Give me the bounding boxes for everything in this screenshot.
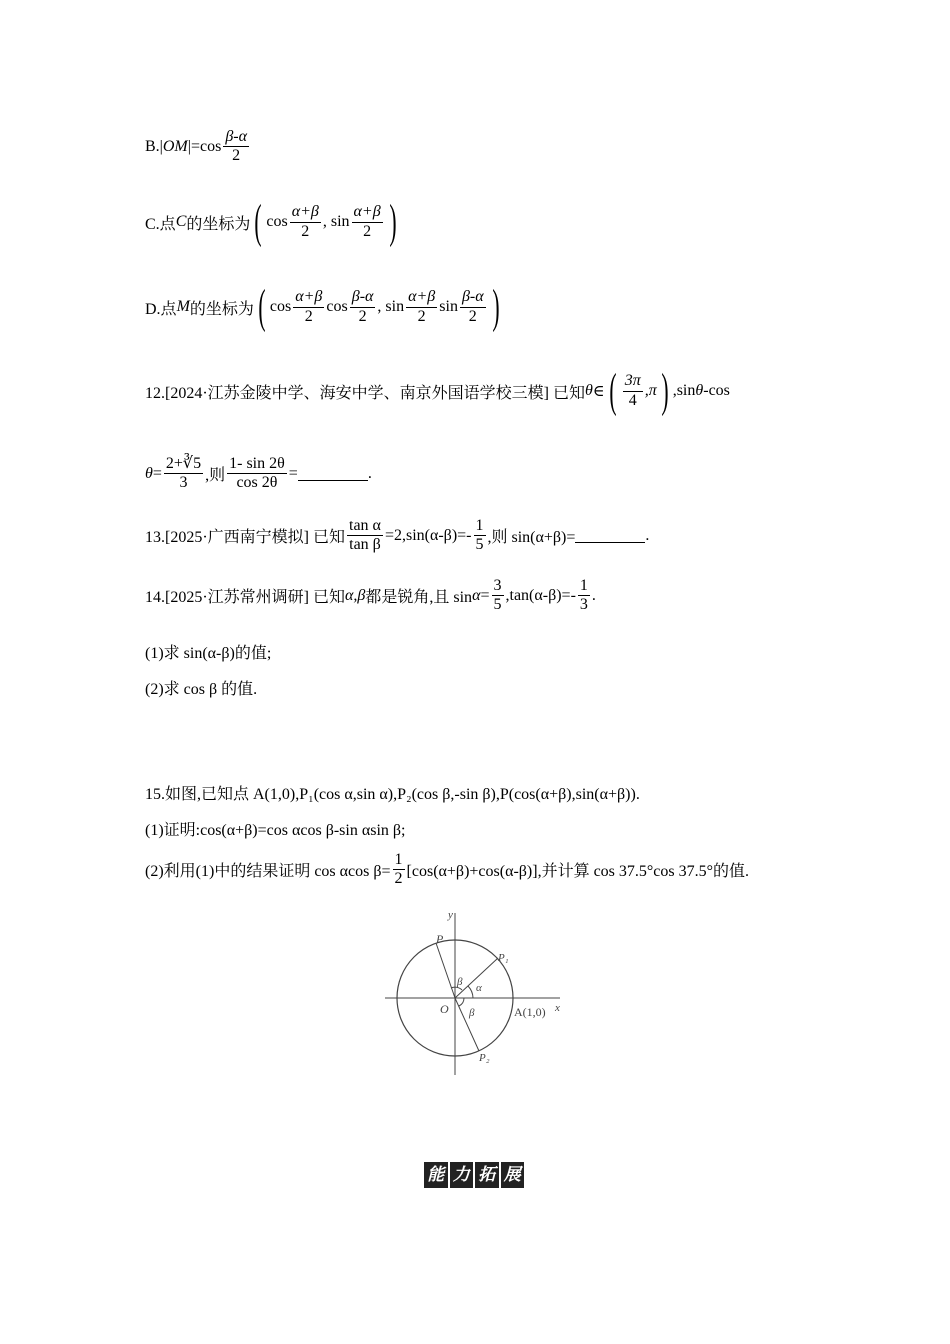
text: ,则 sin(α+β)= (487, 529, 576, 547)
text: 2 (232, 147, 241, 165)
point-a-label: A(1,0) (514, 1005, 546, 1019)
text: B.| (145, 137, 163, 155)
banner-char: 力 (450, 1162, 474, 1188)
text: β-α (350, 288, 376, 307)
point-p1-label: P₁ (498, 952, 509, 964)
text: . (645, 526, 650, 544)
fraction (460, 288, 486, 326)
text: D.点 (145, 300, 177, 318)
text: 3 (579, 596, 588, 614)
text: C (175, 213, 187, 230)
text: tan α (347, 517, 383, 536)
fraction (406, 288, 437, 326)
origin-label: O (440, 1002, 449, 1016)
text: 1 (393, 851, 405, 870)
banner-char: 能 (424, 1162, 448, 1188)
unit-circle-figure (380, 905, 580, 1080)
beta-label-top: β (457, 976, 463, 988)
question-12-line2 (145, 455, 372, 493)
text: α (472, 586, 481, 604)
question-14 (145, 577, 596, 615)
fraction (623, 372, 643, 410)
coordinate: ( cos $\frac{\alpha+\beta}{2}$ , sin $\frac{\alpha+\beta}{2}$ ) (254, 195, 397, 248)
question-15-part2 (145, 851, 749, 889)
answer-blank (298, 466, 368, 481)
question-15: 15.如图,已知点 A(1,0),P₁(cos α,sin α),P₂(cos β,-sin β),P(cos(α+β),sin(α+β)). (145, 786, 640, 803)
point-p-label: P (436, 932, 444, 946)
text: β-α (223, 128, 249, 147)
text: 2 (301, 222, 310, 240)
text: OM (162, 137, 188, 155)
y-label: y (448, 909, 453, 921)
text: 2 (358, 307, 367, 325)
text: = (288, 464, 298, 482)
text: 2 (304, 307, 313, 325)
text: ,则 (205, 467, 226, 485)
answer-blank (575, 528, 645, 543)
fraction (227, 455, 287, 493)
text: ,π (644, 382, 657, 399)
text: 的坐标为 (189, 300, 254, 318)
point-p2-label: P₂ (479, 1052, 490, 1064)
text: cos 2θ (236, 474, 278, 492)
section-banner (424, 1162, 526, 1188)
banner-char: 展 (501, 1162, 525, 1188)
text: 2+∛5 (164, 455, 203, 474)
text: α+β (290, 203, 321, 222)
question-14-part1: (1)求 sin(α-β)的值; (145, 645, 272, 662)
text: ,tan(α-β)=- (505, 586, 576, 604)
option-c (145, 195, 401, 248)
text: 14.[2025·江苏常州调研] 已知 (145, 589, 345, 607)
fraction (347, 517, 383, 555)
fraction (293, 288, 324, 326)
text: α+β (406, 288, 437, 307)
text: 1 (474, 517, 486, 536)
text: 1- sin 2θ (227, 455, 287, 474)
text: θ (145, 464, 153, 482)
question-15-part1: (1)证明:cos(α+β)=cos αcos β-sin αsin β; (145, 822, 406, 839)
text: 2 (417, 307, 426, 325)
text: cos (269, 298, 292, 315)
text: 5 (493, 596, 502, 614)
text: cos (326, 298, 348, 315)
text: 3 (492, 577, 504, 596)
text: . (367, 464, 372, 482)
option-b (145, 128, 251, 166)
fraction (350, 288, 376, 326)
text: = (152, 464, 162, 482)
banner-char: 拓 (475, 1162, 499, 1188)
text: 1 (578, 577, 590, 596)
text: = (480, 586, 490, 604)
text: 3 (179, 474, 188, 492)
text: 12.[2024·江苏金陵中学、海安中学、南京外国语学校三模] 已知 (145, 384, 585, 402)
text: 3π (623, 372, 643, 391)
question-13 (145, 517, 649, 555)
text: 都是锐角,且 sin (365, 589, 473, 607)
text: 13.[2025·广西南宁模拟] 已知 (145, 529, 345, 547)
beta-label-bottom: β (469, 1007, 475, 1019)
text: α+β (293, 288, 324, 307)
text: -cos (703, 382, 730, 399)
text: 的坐标为 (186, 215, 251, 233)
text: β-α (460, 288, 486, 307)
text: ,sin (672, 382, 696, 399)
fraction (290, 203, 321, 241)
text: 4 (628, 391, 637, 409)
alpha-label: α (476, 982, 482, 994)
coordinate: ( cos $\frac{\alpha+\beta}{2}$ cos $\frac{\beta-\alpha}{2}$ , sin $\frac{\alpha+\beta}{2}$ sin $\frac{\beta-\alpha}{2}$ ) (258, 280, 500, 333)
text: , sin (377, 298, 405, 315)
fraction (352, 203, 383, 241)
text: C.点 (145, 215, 176, 233)
text: 5 (475, 536, 484, 554)
text: |=cos (187, 137, 222, 155)
question-12: 12.[2024·江苏金陵中学、海安中学、南京外国语学校三模] 已知 θ ∈ ( $\frac{3\pi}{4}$ ,π ) ,sin θ -cos (145, 364, 730, 417)
interval: ( $\frac{3\pi}{4}$ ,π ) (609, 364, 669, 417)
option-d (145, 280, 504, 333)
text: sin (439, 298, 458, 315)
text: α,β (345, 586, 366, 604)
text: 2 (394, 870, 403, 888)
fraction (578, 577, 590, 615)
text: M (176, 298, 190, 315)
fraction (223, 128, 249, 166)
text: θ (585, 382, 593, 399)
fraction (492, 577, 504, 615)
fraction (393, 851, 405, 889)
fraction (474, 517, 486, 555)
fraction (164, 455, 203, 493)
text: 2 (468, 307, 477, 325)
text: α+β (352, 203, 383, 222)
text: ∈ (592, 383, 605, 400)
text: , sin (322, 213, 350, 230)
text: . (591, 586, 596, 604)
text: cos (266, 213, 288, 230)
question-14-part2: (2)求 cos β 的值. (145, 681, 258, 698)
text: =2,sin(α-β)=- (384, 526, 472, 544)
text: tan β (349, 536, 381, 554)
text: [cos(α+β)+cos(α-β)],并计算 cos 37.5°cos 37.5°的值. (406, 863, 750, 881)
text: 2 (363, 222, 372, 240)
x-label: x (555, 1002, 560, 1014)
text: (2)利用(1)中的结果证明 cos αcos β= (145, 863, 391, 881)
